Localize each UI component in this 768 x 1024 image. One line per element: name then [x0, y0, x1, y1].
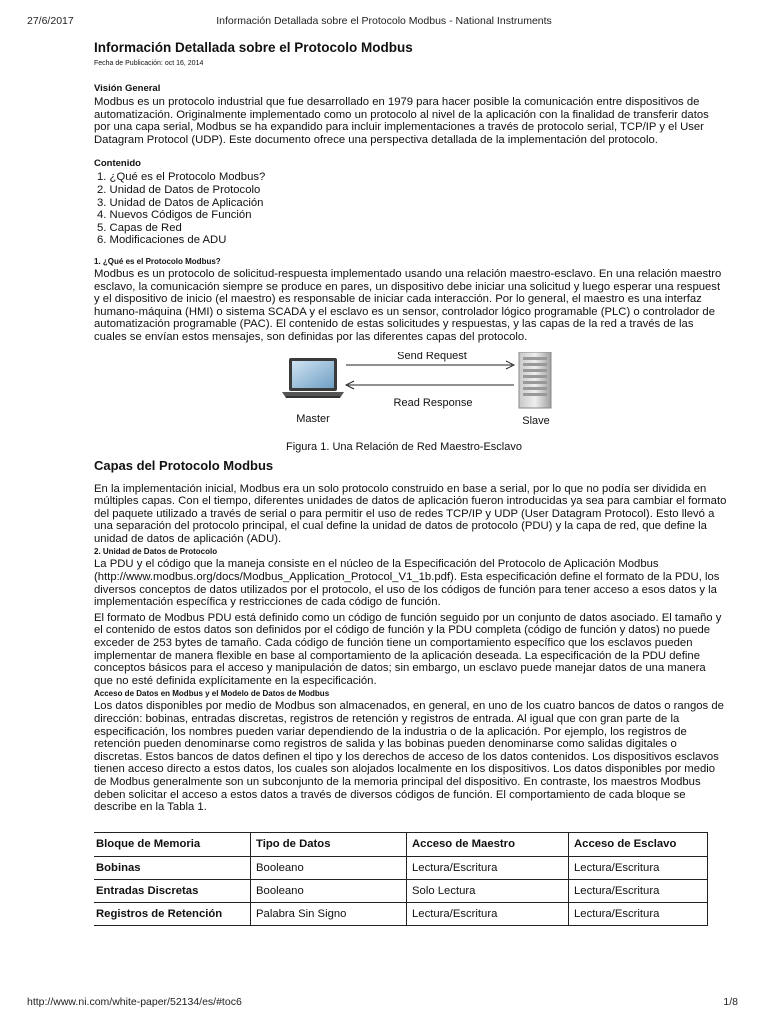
data-access-heading: Acceso de Datos en Modbus y el Modelo de Datos de Modbus: [94, 689, 330, 699]
table-header-row: [94, 832, 708, 856]
data-access-paragraph: [94, 700, 768, 813]
master-slave-diagram: [94, 352, 714, 434]
table-cell: Lectura/Escritura: [407, 856, 569, 879]
publication-date: Fecha de Publicación: oct 16, 2014: [94, 60, 204, 67]
text-line: (http://www.modbus.org/docs/Modbus_Application_Protocol_V1_1b.pdf). Esta especificación define el formato de la PDU, los: [94, 571, 720, 584]
toc-link-6[interactable]: 6. Modificaciones de ADU: [97, 234, 227, 247]
text-line: automatización programable (PAC). El contenido de estas solicitudes y respuestas, y las capas de la red a través de las: [94, 318, 694, 331]
table-header-cell: Acceso de Esclavo: [569, 832, 708, 856]
text-line: unidad de datos de aplicación (ADU).: [94, 532, 282, 545]
master-slave-figure: [94, 352, 768, 434]
document-body: [94, 40, 768, 926]
table-cell: Lectura/Escritura: [569, 856, 708, 879]
text-line: múltiples capas. Con el tiempo, diferentes unidades de datos de aplicación fueron introducidas ya sea para cambiar el formato: [94, 495, 727, 508]
text-line: deben solicitar el acceso a estos datos a través de diversos códigos de función. El comportamiento de cada bloque se: [94, 788, 686, 801]
text-line: exceder de 253 bytes de tamaño. Cada código de función tiene un comportamiento específico que los esclavos pueden: [94, 637, 693, 650]
server-icon: [519, 352, 551, 408]
page-number: 1/8: [723, 996, 738, 1008]
toc-link-2[interactable]: 2. Unidad de Datos de Protocolo: [97, 183, 261, 196]
table-cell: Entradas Discretas: [94, 879, 251, 902]
table-cell: Registros de Retención: [94, 902, 251, 925]
text-line: dirección: bobinas, entradas discretas, registros de retención y registros de entrada. Al igual que con gran parte de la: [94, 713, 680, 725]
toc-link-5[interactable]: 5. Capas de Red: [97, 221, 182, 234]
text-line: cuales se envían estos mensajes, son definidas por las diferentes capas del protocolo.: [94, 330, 528, 343]
read-response-arrow: [346, 381, 514, 389]
text-line: implementar de manera flexible en base al comportamiento de la aplicación deseada. La especificación de la PDU define: [94, 649, 700, 662]
table-row: [94, 879, 708, 902]
table-cell: Palabra Sin Signo: [251, 902, 407, 925]
overview-heading: Visión General: [94, 83, 161, 94]
table-header-cell: Bloque de Memoria: [94, 832, 251, 856]
print-url[interactable]: http://www.ni.com/white-paper/52134/es/#toc6: [27, 996, 242, 1008]
text-line: Los datos disponibles por medio de Modbus son almacenados, en general, en uno de los cuatro bancos de datos o rangos de: [94, 700, 724, 713]
table-cell: Booleano: [251, 856, 407, 879]
text-line: Modbus es un protocolo de solicitud-respuesta implementado usando una relación maestro-esclavo. En una relación maestro: [94, 267, 722, 280]
table-header-cell: Acceso de Maestro: [407, 832, 569, 856]
contents-heading: Contenido: [94, 158, 141, 170]
text-line: describe en la Tabla 1.: [94, 801, 207, 814]
table-row: [94, 856, 708, 879]
text-line: diversos conceptos de datos utilizados por el protocolo, el uso de los códigos de función para tener acceso a esos datos y la: [94, 583, 717, 596]
print-date: 27/6/2017: [27, 15, 74, 27]
table-of-contents: [94, 171, 768, 247]
table-cell: Lectura/Escritura: [569, 902, 708, 925]
laptop-icon: [282, 358, 344, 398]
table-row: [94, 902, 708, 925]
section-2-paragraph-2: [94, 612, 768, 688]
text-line: humano-máquina (HMI) o sistema SCADA y el esclavo es un sensor, controlador lógico programable (PLC) o controlador de: [94, 305, 715, 318]
table-cell: Booleano: [251, 879, 407, 902]
send-request-arrow: [346, 361, 514, 369]
table-cell: Bobinas: [94, 856, 251, 879]
text-line: una separación del protocolo principal, el cual define la unidad de datos de protocolo (PDU) y la capa de red, que define la: [94, 520, 707, 533]
slave-label: Slave: [522, 414, 550, 427]
text-line: de Modbus generalmente son un subconjunto de la memoria principal del dispositivo. En contraste, los maestros Modbus: [94, 775, 701, 788]
text-line: del paquete utilizado a través de serial o para permitir el uso de redes TCP/IP y UDP (User Datagram Protocol). Esto llevó a: [94, 507, 715, 520]
text-line: Datagram Protocol (UDP). Este documento ofrece una perspectiva detallada de la implementación del protocolo.: [94, 133, 658, 146]
overview-paragraph: [94, 96, 768, 146]
text-line: que no esté definida explícitamente en la especificación.: [94, 674, 377, 687]
text-line: y el dispositivo de inicio (el maestro) es responsable de iniciar cada interacción. Por lo general, el maestro es una interfaz: [94, 293, 702, 306]
text-line: En la implementación inicial, Modbus era un solo protocolo construido en base a serial, por lo que no podía ser dividida en: [94, 482, 707, 495]
text-line: esclavo, la comunicación siempre se produce en pares, un dispositivo debe iniciar una solicitud y luego esperar una respuest: [94, 280, 721, 293]
text-line: especificación, los nombres pueden variar dependiendo de la industria o de la aplicación. Por ejemplo, los registros de: [94, 725, 687, 738]
text-line: discretas. Estos bancos de datos definen el tipo y los derechos de acceso de los datos contenidos. Los dispositivos esclavos: [94, 750, 719, 763]
section-1-heading: 1. ¿Qué es el Protocolo Modbus?: [94, 256, 221, 266]
table-header-cell: Tipo de Datos: [251, 832, 407, 856]
text-line: automatización. Originalmente implementado como un protocolo al nivel de la aplicación con la finalidad de transferir datos: [94, 108, 709, 121]
text-line: tienen acceso directo a estos datos, los cuales son alojados localmente en los dispositivos. Los datos disponibles por medio: [94, 763, 716, 776]
text-line: Modbus es un protocolo industrial que fue desarrollado en 1979 para hacer posible la comunicación entre dispositivos de: [94, 96, 700, 108]
text-line: conceptos básicos para el acceso y manipulación de datos; sin embargo, un esclavo puede manejar datos de una manera: [94, 662, 706, 675]
master-label: Master: [296, 412, 330, 425]
send-request-label: Send Request: [397, 351, 467, 362]
text-line: El formato de Modbus PDU está definido como un código de función seguido por un conjunto de datos asociado. El tamaño y: [94, 611, 722, 624]
toc-link-3[interactable]: 3. Unidad de Datos de Aplicación: [97, 196, 264, 209]
layers-paragraph: [94, 483, 768, 546]
text-line: La PDU y el código que la maneja consiste en el núcleo de la Especificación del Protocolo de Aplicación Modbus: [94, 558, 659, 571]
table-cell: Lectura/Escritura: [569, 879, 708, 902]
section-1-paragraph: [94, 268, 768, 344]
layers-heading: Capas del Protocolo Modbus: [94, 457, 274, 473]
text-line: por una capa serial, Modbus se ha expandido para incluir implementaciones a través de protocolo serial, TCP/IP y el User: [94, 121, 704, 134]
section-2-paragraph-1: [94, 558, 768, 608]
page-title: Información Detallada sobre el Protocolo Modbus: [94, 40, 413, 55]
table-cell: Solo Lectura: [407, 879, 569, 902]
figure-caption: Figura 1. Una Relación de Red Maestro-Esclavo: [285, 440, 522, 453]
section-2-heading: 2. Unidad de Datos de Protocolo: [94, 547, 218, 557]
table-cell: Lectura/Escritura: [407, 902, 569, 925]
print-title: Información Detallada sobre el Protocolo Modbus - National Instruments: [216, 15, 552, 27]
toc-link-4[interactable]: 4. Nuevos Códigos de Función: [97, 209, 252, 222]
text-line: implementación específica y restricciones de cada código de función.: [94, 596, 441, 609]
toc-link-1[interactable]: 1. ¿Qué es el Protocolo Modbus?: [97, 171, 266, 184]
text-line: retención pueden denominarse como registros de salida y las bobinas pueden denominarse como salidas digitales o: [94, 738, 677, 751]
read-response-label: Read Response: [393, 396, 473, 409]
memory-blocks-table: [94, 832, 708, 926]
text-line: el contenido de estos datos son definidos por el código de función y la PDU completa (código de función y datos) no puede: [94, 624, 711, 637]
